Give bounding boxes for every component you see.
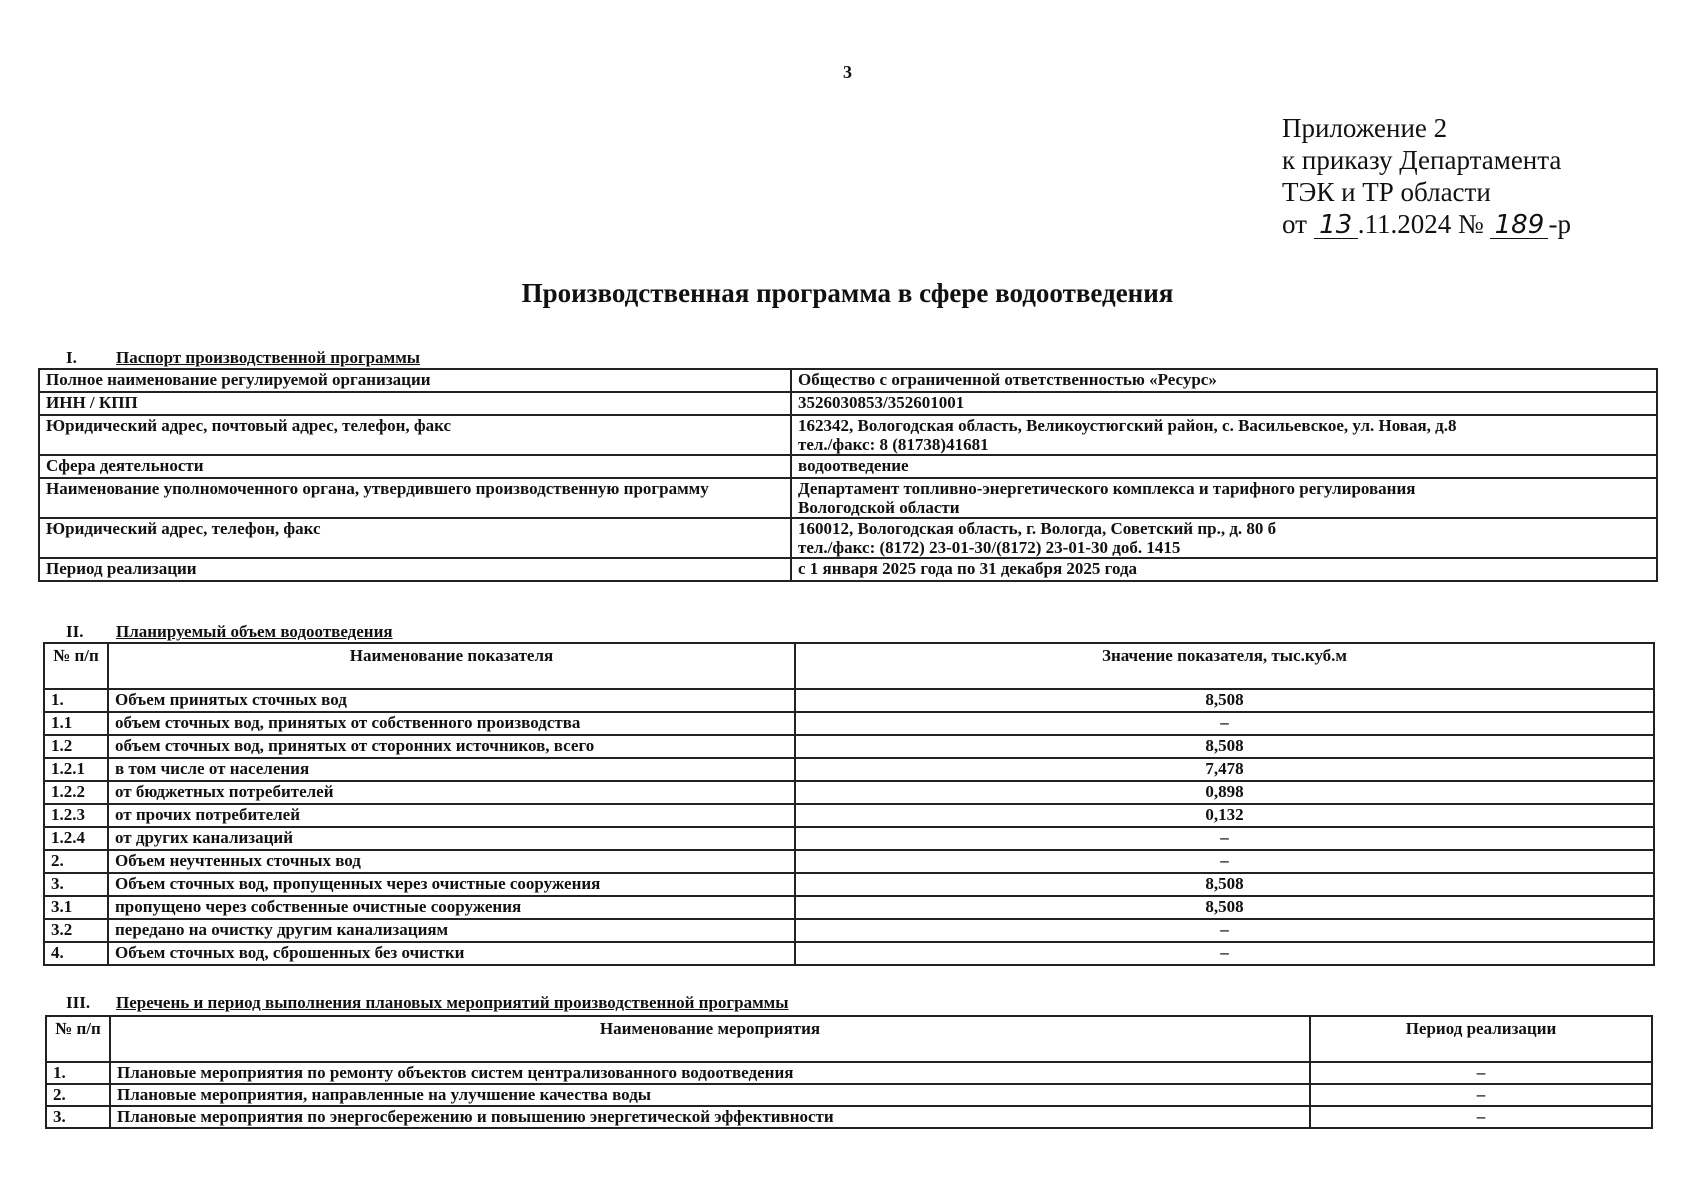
row-number: 3.2	[44, 919, 108, 942]
row-number: 3.1	[44, 896, 108, 919]
indicator-name: в том числе от населения	[108, 758, 795, 781]
indicator-value: 7,478	[795, 758, 1654, 781]
handwritten-order-number: 189	[1490, 212, 1548, 239]
row-number: 2.	[46, 1084, 110, 1106]
indicator-value: 8,508	[795, 689, 1654, 712]
col-value-header: Значение показателя, тыс.куб.м	[795, 643, 1654, 689]
table-row	[39, 369, 1657, 392]
indicator-name: от бюджетных потребителей	[108, 781, 795, 804]
indicator-name: объем сточных вод, принятых от сторонних источников, всего	[108, 735, 795, 758]
passport-label: Юридический адрес, телефон, факс	[39, 518, 791, 558]
row-number: 1.2.1	[44, 758, 108, 781]
row-number: 4.	[44, 942, 108, 965]
passport-value-line-1: водоотведение	[798, 456, 909, 475]
appendix-block	[1282, 112, 1571, 240]
event-name: Плановые мероприятия по энергосбережению и повышению энергетической эффективности	[110, 1106, 1310, 1128]
indicator-value: –	[795, 942, 1654, 965]
passport-value	[791, 369, 1657, 392]
section-1-heading	[66, 348, 420, 368]
section-3-heading	[66, 993, 789, 1013]
passport-table	[38, 368, 1658, 582]
order-suffix: -р	[1548, 209, 1571, 239]
col-number-header: № п/п	[46, 1016, 110, 1062]
section-1-title: Паспорт производственной программы	[116, 348, 421, 367]
row-number: 1.	[44, 689, 108, 712]
event-name: Плановые мероприятия по ремонту объектов систем централизованного водоотведения	[110, 1062, 1310, 1084]
row-number: 1.2.2	[44, 781, 108, 804]
section-2-heading	[66, 622, 393, 642]
passport-value	[791, 558, 1657, 581]
passport-value-line-1: Общество с ограниченной ответственностью «Ресурс»	[798, 370, 1217, 389]
table-row	[39, 455, 1657, 478]
section-1-number: I.	[66, 348, 77, 367]
col-name-header: Наименование показателя	[108, 643, 795, 689]
col-period-header: Период реализации	[1310, 1016, 1652, 1062]
passport-label: Наименование уполномоченного органа, утвердившего производственную программу	[39, 478, 791, 518]
passport-label: Сфера деятельности	[39, 455, 791, 478]
table-row	[44, 919, 1654, 942]
table-row	[44, 942, 1654, 965]
indicator-name: Объем сточных вод, сброшенных без очистки	[108, 942, 795, 965]
passport-value-line-1: 160012, Вологодская область, г. Вологда, Советский пр., д. 80 б	[798, 519, 1277, 538]
table-row	[44, 804, 1654, 827]
section-2-title: Планируемый объем водоотведения	[116, 622, 393, 641]
volume-table	[43, 642, 1655, 966]
row-number: 1.	[46, 1062, 110, 1084]
indicator-value: 8,508	[795, 873, 1654, 896]
indicator-value: –	[795, 712, 1654, 735]
indicator-value: –	[795, 850, 1654, 873]
indicator-name: от прочих потребителей	[108, 804, 795, 827]
indicator-name: передано на очистку другим канализациям	[108, 919, 795, 942]
indicator-name: объем сточных вод, принятых от собственного производства	[108, 712, 795, 735]
event-period: –	[1310, 1106, 1652, 1128]
row-number: 3.	[46, 1106, 110, 1128]
appendix-line-3: ТЭК и ТР области	[1282, 177, 1491, 207]
table-row	[39, 478, 1657, 518]
passport-value-line-2: Вологодской области	[798, 498, 960, 517]
indicator-name: Объем неучтенных сточных вод	[108, 850, 795, 873]
table-row	[44, 758, 1654, 781]
table-row	[46, 1084, 1652, 1106]
table-row	[44, 781, 1654, 804]
passport-label: Юридический адрес, почтовый адрес, телефон, факс	[39, 415, 791, 455]
table-row	[39, 518, 1657, 558]
table-row	[44, 896, 1654, 919]
table-row	[44, 873, 1654, 896]
passport-value	[791, 415, 1657, 455]
passport-label: Полное наименование регулируемой организации	[39, 369, 791, 392]
table-row	[39, 558, 1657, 581]
section-2-number: II.	[66, 622, 84, 641]
table-row	[44, 735, 1654, 758]
passport-value-line-1: с 1 января 2025 года по 31 декабря 2025 года	[798, 559, 1138, 578]
row-number: 3.	[44, 873, 108, 896]
row-number: 1.1	[44, 712, 108, 735]
table-row	[39, 392, 1657, 415]
table-row	[44, 850, 1654, 873]
indicator-value: 8,508	[795, 735, 1654, 758]
event-period: –	[1310, 1084, 1652, 1106]
page-number: 3	[843, 62, 852, 82]
passport-value	[791, 455, 1657, 478]
table-row	[44, 689, 1654, 712]
event-period: –	[1310, 1062, 1652, 1084]
indicator-name: Объем сточных вод, пропущенных через очистные сооружения	[108, 873, 795, 896]
passport-value	[791, 518, 1657, 558]
row-number: 1.2.4	[44, 827, 108, 850]
table-row	[44, 827, 1654, 850]
col-event-name-header: Наименование мероприятия	[110, 1016, 1310, 1062]
indicator-value: 0,132	[795, 804, 1654, 827]
row-number: 1.2	[44, 735, 108, 758]
indicator-value: –	[795, 827, 1654, 850]
passport-label: ИНН / КПП	[39, 392, 791, 415]
passport-value-line-2: тел./факс: (8172) 23-01-30/(8172) 23-01-30 доб. 1415	[798, 538, 1181, 557]
passport-value-line-1: 162342, Вологодская область, Великоустюгский район, с. Васильевское, ул. Новая, д.8	[798, 416, 1457, 435]
indicator-name: от других канализаций	[108, 827, 795, 850]
row-number: 2.	[44, 850, 108, 873]
passport-value-line-2: тел./факс: 8 (81738)41681	[798, 435, 989, 454]
event-name: Плановые мероприятия, направленные на улучшение качества воды	[110, 1084, 1310, 1106]
indicator-value: –	[795, 919, 1654, 942]
table-row	[44, 712, 1654, 735]
table-row	[46, 1062, 1652, 1084]
appendix-line-1: Приложение 2	[1282, 113, 1448, 143]
passport-value	[791, 478, 1657, 518]
appendix-date-line	[1282, 208, 1571, 240]
section-3-title: Перечень и период выполнения плановых мероприятий производственной программы	[116, 993, 789, 1012]
passport-value-line-1: 3526030853/352601001	[798, 393, 965, 412]
events-table	[45, 1015, 1653, 1129]
passport-value	[791, 392, 1657, 415]
passport-value-line-1: Департамент топливно-энергетического комплекса и тарифного регулирования	[798, 479, 1416, 498]
date-prefix: от	[1282, 209, 1307, 239]
handwritten-day: 13	[1314, 212, 1358, 239]
row-number: 1.2.3	[44, 804, 108, 827]
indicator-name: Объем принятых сточных вод	[108, 689, 795, 712]
section-3-number: III.	[66, 993, 91, 1012]
date-rest: .11.2024 №	[1357, 209, 1484, 239]
table-row	[46, 1106, 1652, 1128]
indicator-value: 0,898	[795, 781, 1654, 804]
document-title: Производственная программа в сфере водоотведения	[521, 278, 1174, 308]
passport-label: Период реализации	[39, 558, 791, 581]
table-row	[39, 415, 1657, 455]
indicator-value: 8,508	[795, 896, 1654, 919]
col-number-header: № п/п	[44, 643, 108, 689]
indicator-name: пропущено через собственные очистные сооружения	[108, 896, 795, 919]
appendix-line-2: к приказу Департамента	[1282, 145, 1562, 175]
